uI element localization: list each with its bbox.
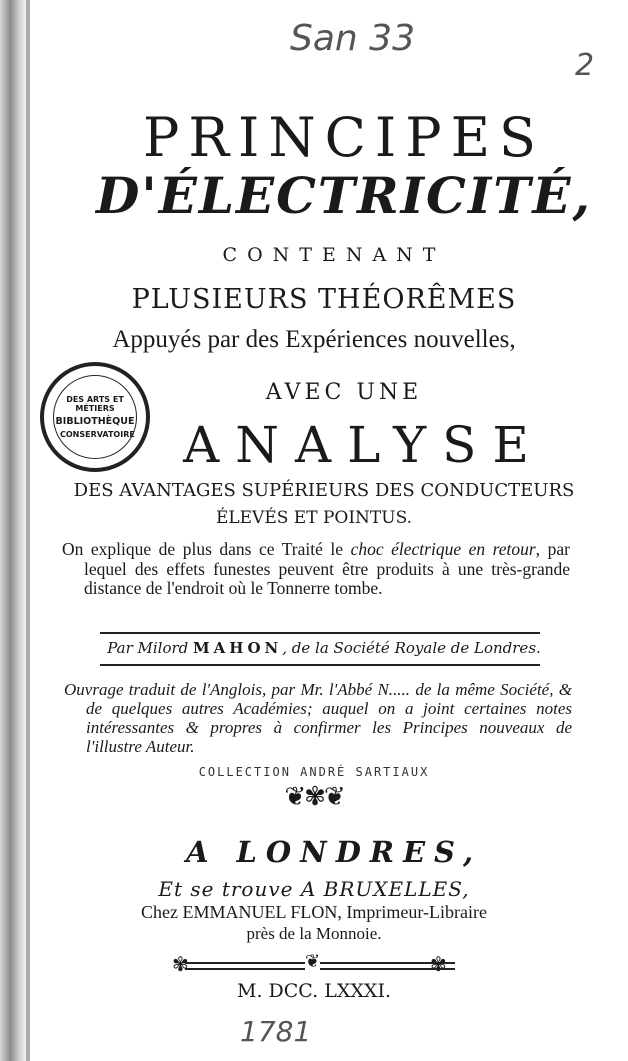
- rule-bottom: [100, 664, 540, 666]
- stamp-bottom-text: CONSERVATOIRE: [60, 430, 135, 439]
- ornament-left: ✾: [172, 952, 189, 976]
- title-theoremes: PLUSIEURS THÉORÊMES: [131, 284, 517, 315]
- title-electricite: D'ÉLECTRICITÉ,: [96, 166, 592, 225]
- title-principes: PRINCIPES: [143, 106, 545, 169]
- author-name: MAHON: [193, 639, 283, 657]
- description-text-2: , par lequel des effets funestes peuvent être produits à une très-grande distance de l'endroit où le Tonnerre tombe.: [84, 539, 570, 598]
- title-experiences: Appuyés par des Expériences nouvelles,: [112, 326, 516, 353]
- imprint-city: A LONDRES,: [185, 835, 483, 869]
- stamp-inner-ring: [53, 375, 137, 459]
- imprint-address: près de la Monnoie.: [246, 924, 382, 943]
- author-suffix: , de la Société Royale de Londres.: [282, 639, 541, 657]
- imprint-seller: Et se trouve A BRUXELLES,: [158, 877, 470, 901]
- imprint-printer: Chez EMMANUEL FLON, Imprimeur-Libraire: [141, 902, 487, 922]
- ornament-right: ✾: [430, 952, 447, 976]
- description-paragraph: [62, 540, 570, 599]
- rule-top: [100, 632, 540, 634]
- ornament-center: ❦: [305, 951, 321, 972]
- handwritten-shelfmark: San 33: [290, 18, 415, 59]
- description-text-1: On explique de plus dans ce Traité le: [62, 539, 351, 559]
- handwritten-corner-mark: 2: [575, 48, 595, 83]
- description-italic: choc électrique en retour: [350, 539, 536, 559]
- author-prefix: Par Milord: [107, 639, 194, 657]
- title-avantages: DES AVANTAGES SUPÉRIEURS DES CONDUCTEURS: [73, 480, 575, 501]
- title-avec-une: AVEC UNE: [265, 380, 423, 405]
- stamp-top-text: DES ARTS ET MÉTIERS: [66, 395, 124, 413]
- library-stamp: [40, 362, 150, 472]
- imprint-date: M. DCC. LXXXI.: [237, 980, 391, 1002]
- handwritten-year: 1781: [240, 1015, 312, 1048]
- stamp-center-text: BIBLIOTHÈQUE: [55, 416, 135, 427]
- ornament-fleuron: ❦✾❦: [284, 782, 344, 812]
- title-eleves: ÉLEVÉS ET POINTUS.: [215, 508, 413, 528]
- author-line: [0, 639, 628, 657]
- title-analyse: ANALYSE: [183, 416, 545, 474]
- collection-stamp: COLLECTION ANDRÉ SARTIAUX: [198, 765, 430, 779]
- title-contenant: CONTENANT: [222, 244, 446, 266]
- translation-note: Ouvrage traduit de l'Anglois, par Mr. l'Abbé N..... de la même Société, & de quelques autres Académies; auquel on a joint certaines notes intéressantes & propres à confirmer les Principes nouveaux de l'illustre Auteur.: [64, 680, 572, 756]
